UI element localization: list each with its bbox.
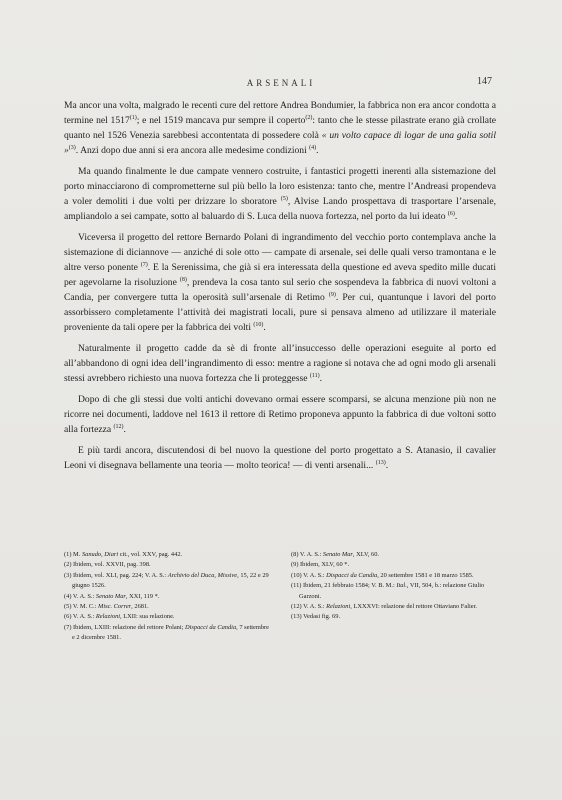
text-run: (10) V. A. S.: — [291, 571, 327, 579]
text-run: Dopo di che gli stessi due volti antichi dovevano ormai essere scomparsi, se alcuna menzione più non ne ricorre nei documenti, laddove nel 1613 il rettore di Retimo proponeva appunto la fabbrica di due voltoni sotto alla fortezza — [64, 394, 496, 435]
paragraph — [64, 230, 496, 335]
text-run: , 2681. — [131, 603, 149, 611]
footnote — [64, 560, 269, 570]
text-run: cit., vol. XXV, pag. 442. — [118, 551, 183, 558]
italic-text: « un volto capace di logar de una galia sotil » — [64, 130, 496, 156]
footnotes-right-column — [291, 550, 496, 644]
italic-text: Senato Mar — [322, 551, 353, 558]
footnote — [291, 550, 496, 560]
footnote-ref: (10) — [253, 322, 264, 328]
italic-text: Senato Mar — [95, 592, 126, 600]
page-number: 147 — [477, 76, 492, 87]
text-run: , LXII: sua relazione. — [120, 613, 175, 621]
footnote-ref: (4) — [309, 145, 317, 151]
text-run: ; e nel 1519 mancava pur sempre il coperto — [136, 115, 306, 126]
text-run: , VII, 504, b.: relazione Giulio Garzoni. — [299, 582, 485, 600]
text-run: (9) Ibidem, XLV, 60 *. — [291, 561, 350, 569]
text-run: . — [454, 211, 458, 222]
text-run: E più tardi ancora, discutendosi di bel nuovo la questione del porto progettato a S. Atanasio, il cavalier Leoni vi disegnava bellamente una teoria — molto teorica! — di venti arsenali... — [64, 445, 496, 471]
paragraph — [64, 341, 496, 386]
italic-text: Archivio del Duca, Missive — [167, 571, 238, 579]
text-run: . — [263, 322, 266, 333]
text-run: (13) Vedasi fig. 69. — [291, 613, 341, 621]
text-run: , 7 settembre e 2 dicembre 1581. — [72, 623, 269, 642]
text-run: (5) V. M. C.: — [64, 603, 99, 611]
text-run: , prendeva la cosa tanto sul serio che sospendeva la fabbrica di nuovi voltoni a Candia, per convergere tutta la operosità sull’arsenale di Retimo — [64, 277, 496, 303]
footnote-ref: (12) — [113, 424, 124, 430]
text-run: . — [316, 145, 319, 156]
italic-text: Dispacci da Candia — [185, 623, 237, 631]
footnote-ref: (5) — [280, 196, 288, 202]
text-run: (2) Ibidem, vol. XXVII, pag. 398. — [64, 561, 151, 569]
footnote — [291, 581, 496, 602]
body-text — [64, 98, 496, 479]
footnote-ref: (13) — [375, 460, 386, 466]
footnote — [64, 592, 269, 602]
paragraph — [64, 98, 496, 158]
text-run: . E la Serenissima, che già si era interessata della questione ed aveva spedito mille ducati per agevolarne la risoluzione — [64, 262, 496, 288]
text-run: (7) Ibidem, LXIII: relazione del rettore Polani; — [64, 623, 186, 631]
text-run: : tanto che le stesse pilastrate erano già crollate quanto nel 1526 Venezia sarebbesi accontentata di possedere colà — [64, 115, 496, 141]
italic-text: Relazioni — [95, 613, 121, 621]
text-run: , Alvise Lando prospettava di trasportare l’arsenale, ampliandolo a sei campate, sotto al baluardo di S. Luca della nuova fortezza, nel porto da lui ideato — [64, 196, 496, 222]
footnote-ref: (2) — [305, 115, 313, 121]
text-run: , XLV, 60. — [352, 551, 380, 558]
running-title: ARSENALI — [246, 78, 316, 88]
text-run: (6) V. A. S.: — [64, 613, 96, 621]
footnote-ref: (3) — [68, 145, 76, 151]
footnotes-left-column — [64, 550, 269, 644]
text-run: . — [385, 460, 389, 471]
footnote-ref: (7) — [140, 262, 148, 268]
paragraph — [64, 164, 496, 224]
footnote — [291, 560, 496, 570]
text-run: (11) Ibidem, 21 febbraio 1584; V. B. M.: — [291, 582, 397, 590]
footnote-ref: (8) — [179, 277, 187, 283]
text-run: , 15, 22 e 29 giugno 1526. — [72, 571, 269, 590]
text-run: . Anzi dopo due anni si era ancora alle medesime condizioni — [75, 145, 310, 156]
text-run: Ma quando finalmente le due campate vennero costruite, i fantastici progetti inerenti alla sistemazione del porto minacciarono di comprometterne sul più bello la loro esistenza: tanto che, mentre l’Andreasi propendeva a voler demoliti i due volti per drizzare lo sboratore — [64, 166, 496, 207]
footnote-ref: (6) — [447, 211, 455, 217]
text-run: . Per cui, quantunque i lavori del porto assorbissero completamente l’attività dei magistrati locali, pure si pensava almeno ad utilizzare il materiale proveniente da tali opere per la fabbrica dei volti — [64, 292, 496, 333]
italic-text: Sanudo, Diari — [81, 551, 119, 558]
text-run: . — [123, 424, 126, 435]
italic-text: Misc. Correr — [98, 603, 132, 611]
text-run: Ma ancor una volta, malgrado le recenti cure del rettore Andrea Bondumier, la fabbrica non era ancor condotta a termine nel 1517 — [64, 100, 496, 126]
text-run: Naturalmente il progetto cadde da sè di fronte all’insuccesso delle operazioni eseguite al porto ed all’abbandono di ogni idea dell’ingrandimento di esso: mentre a ragione si notava che ad ogni modo gli arsenali stessi avrebbero richiesto una nuova fortezza che li proteggesse — [64, 343, 496, 384]
footnote — [291, 612, 496, 622]
footnote-ref: (9) — [328, 292, 336, 298]
footnote — [291, 571, 496, 581]
text-run: (4) V. A. S.: — [64, 592, 96, 600]
footnote — [64, 623, 269, 644]
footnote-ref: (1) — [129, 115, 137, 121]
footnote — [291, 602, 496, 612]
text-run: (3) Ibidem, vol. XLI, pag. 224; V. A. S.: — [64, 571, 168, 579]
paragraph — [64, 443, 496, 473]
footnotes — [64, 550, 496, 644]
footnote-ref: (11) — [309, 373, 320, 379]
footnote — [64, 550, 269, 560]
footnote — [64, 612, 269, 622]
running-head — [0, 78, 562, 94]
paragraph — [64, 392, 496, 437]
italic-text: Ital. — [396, 582, 407, 590]
text-run: Viceversa il progetto del rettore Bernardo Polani di ingrandimento del vecchio porto contemplava anche la sistemazione di diciannove — anziché di sole otto — campate di arsenale, sei delle quali verso tramontana e le altre verso ponente — [64, 232, 496, 273]
text-run: , 20 settembre 1581 e 18 marzo 1585. — [377, 571, 474, 579]
footnote — [64, 571, 269, 592]
text-run: (8) V. A. S.: — [291, 551, 323, 558]
italic-text: Relazioni — [326, 603, 351, 611]
text-run: , XXI, 119 *. — [125, 592, 160, 600]
text-run: (1) M. — [64, 551, 82, 558]
italic-text: Dispacci da Candia — [326, 571, 378, 579]
text-run: (12) V. A. S.: — [291, 603, 327, 611]
text-run: , LXXXVI: relazione del rettore Ottaviano Falier. — [350, 603, 477, 611]
footnote — [64, 602, 269, 612]
text-run: . — [319, 373, 323, 384]
